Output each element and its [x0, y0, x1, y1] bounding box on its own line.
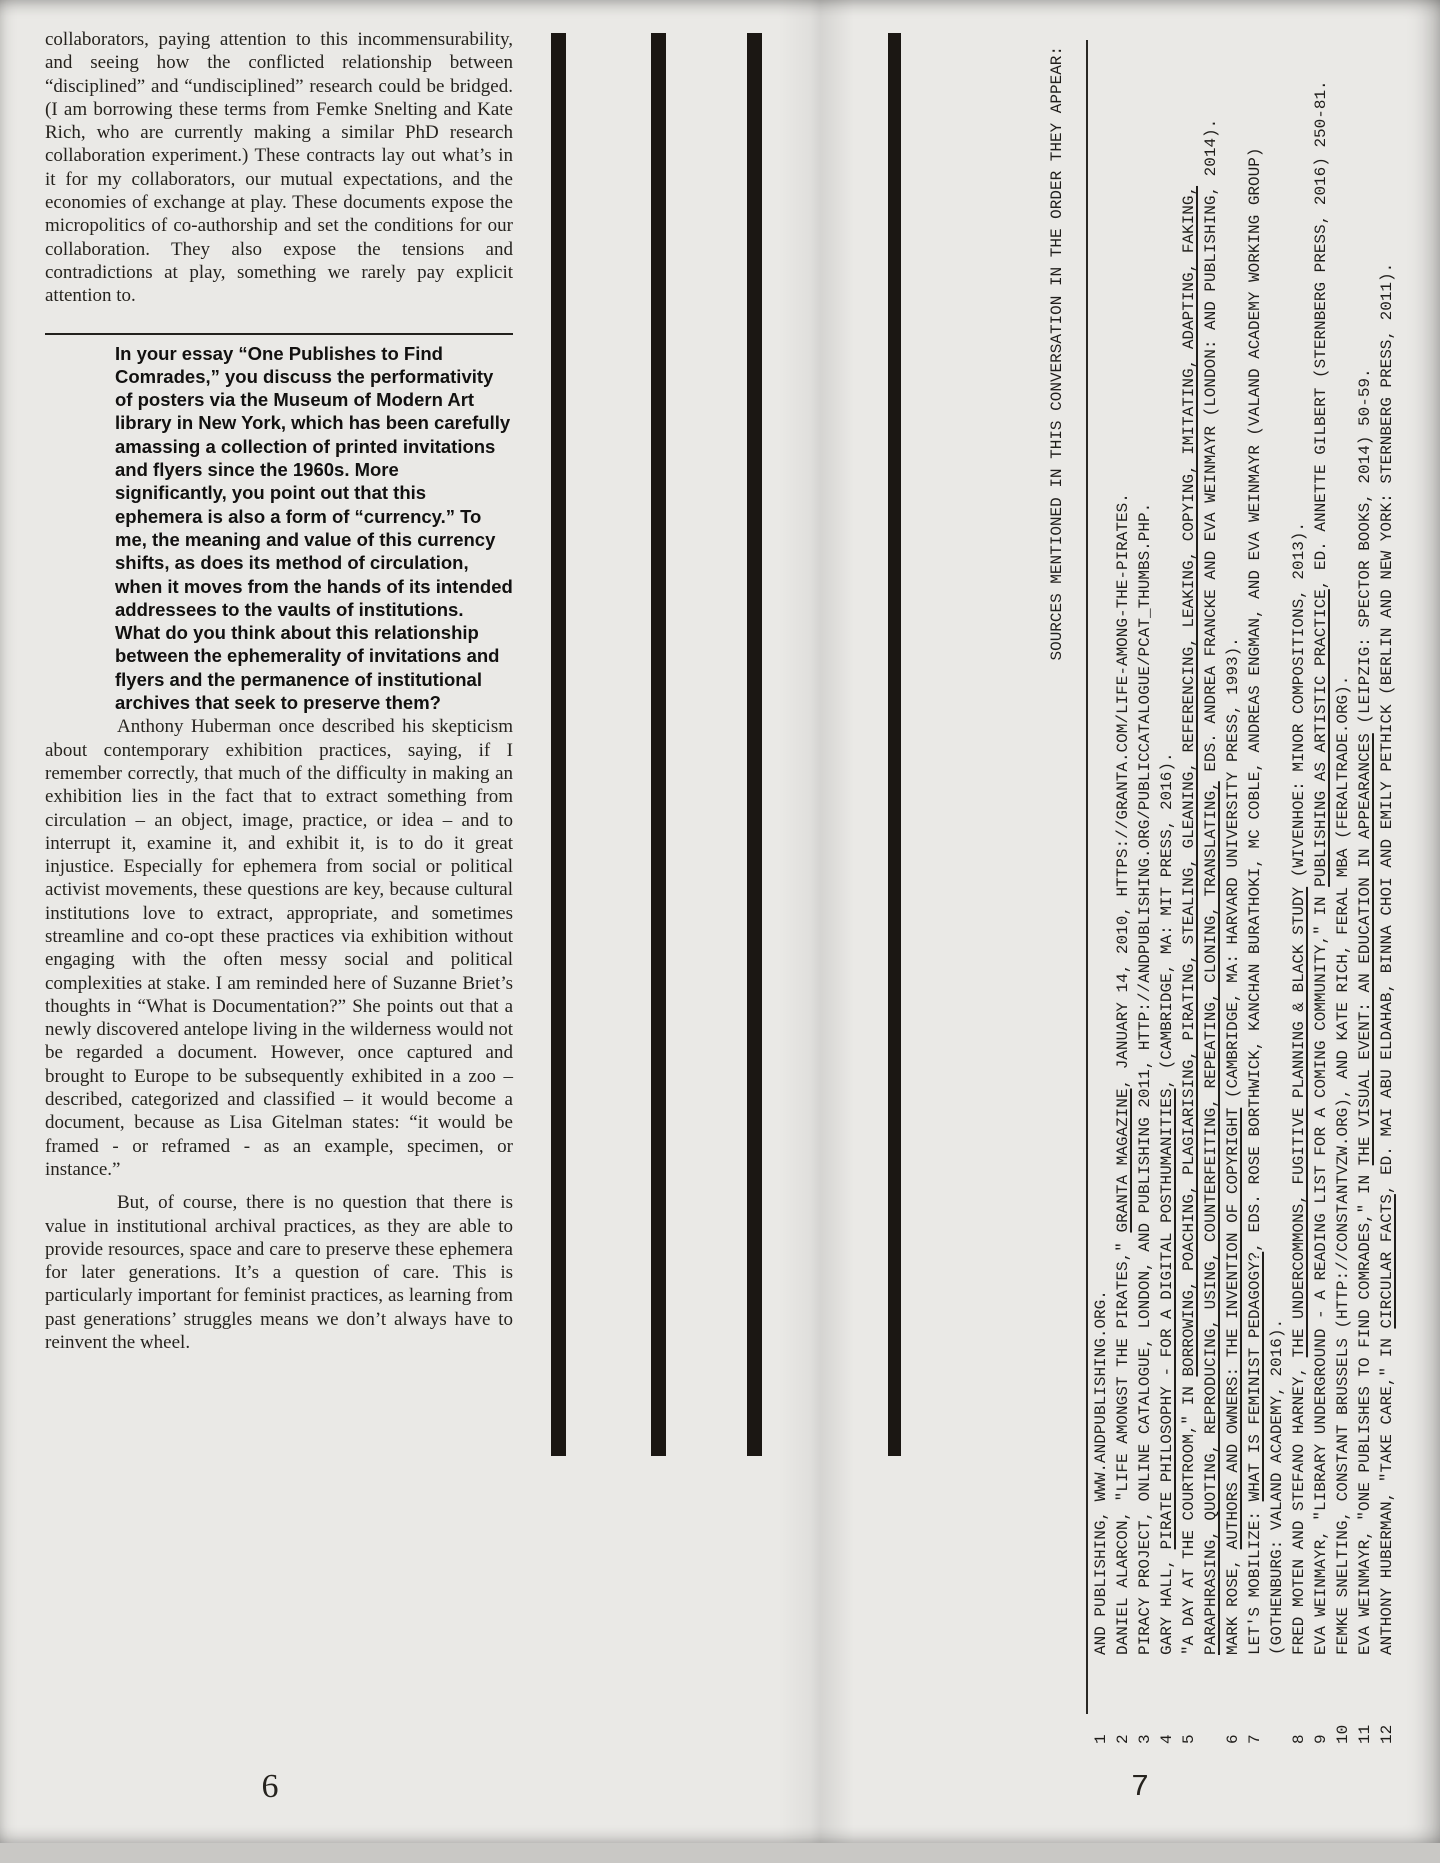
source-entry-number: 4	[1158, 1734, 1176, 1744]
left-page-text-column	[45, 28, 513, 1354]
divider-bar-1	[551, 33, 566, 1456]
body-paragraph-2: Anthony Huberman once described his skepticism about contemporary exhibition practices, saying, if I remember correctly, that much of the difficulty in making an exhibition lies in the fact that to extract something from circulation – an object, image, practice, or idea – and to interrupt it, examine it, and exhibit it, is to do it great injustice. Especially for ephemera from social or political activist movements, these questions are key, because cultural institutions love to extract, appropriate, and sometimes streamline and co-opt these practices via exhibition without engaging with the often messy social and political complexities at stake. I am reminded here of Suzanne Briet’s thoughts in “What is Documentation?” She points out that a newly discovered antelope living in the wilderness would not be regarded a document. However, once captured and brought to Europe to be subsequently exhibited in a zoo – described, categorized and classified – it would become a document, because as Lisa Gitelman states: “it would be framed - or reframed - as an example, specimen, or instance.”	[45, 716, 513, 1180]
source-entry-line	[1224, 40, 1246, 1750]
source-entry-text: PIRACY PROJECT, ONLINE CATALOGUE, LONDON, AND PUBLISHING 2011, HTTP://ANDPUBLISHING.ORG/PUBLICCATALOGUE/PCAT_THUMBS.PHP.	[1136, 502, 1154, 1655]
source-entry-text: EVA WEINMAYR, "LIBRARY UNDERGROUND - A READING LIST FOR A COMING COMMUNITY," IN PUBLISHING AS ARTISTIC PRACTICE, ED. ANNETTE GILBERT (STERNBERG PRESS, 2016) 250-81.	[1312, 80, 1330, 1655]
source-entry-line	[1378, 40, 1400, 1750]
source-entry-number: 2	[1114, 1734, 1132, 1744]
divider-bar-4	[888, 33, 901, 1456]
source-entry-line	[1158, 40, 1180, 1750]
source-entry-text: "A DAY AT THE COURTROOM," IN BORROWING, POACHING, PLAGIARISING, PIRATING, STEALING, GLEANING, REFERENCING, LEAKING, COPYING, IMITATING, ADAPTING, FAKING,	[1180, 185, 1198, 1655]
source-entry-number: 9	[1312, 1734, 1330, 1744]
body-paragraph-3: But, of course, there is no question that there is value in institutional archival practices, as they are able to provide resources, space and care to preserve these ephemera for later generations. It’s a question of care. This is particularly important for feminist practices, as learning from past generations’ struggles means we don’t always have to reinvent the wheel.	[45, 1192, 513, 1354]
source-entry-number: 10	[1334, 1724, 1352, 1744]
page-number-left: 6	[261, 1768, 279, 1805]
source-entry-line	[1268, 40, 1290, 1750]
source-entry-text: PARAPHRASING, QUOTING, REPRODUCING, USING, COUNTERFEITING, REPEATING, CLONING, TRANSLATING, EDS. ANDREA FRANCKE AND EVA WEINMAYR (LONDON: AND PUBLISHING, 2014).	[1202, 118, 1220, 1655]
source-entry-number: 6	[1224, 1734, 1242, 1744]
sources-sidebar-rotated	[1045, 40, 1440, 1750]
source-entry-line	[1092, 40, 1114, 1750]
source-entry-text: EVA WEINMAYR, "ONE PUBLISHES TO FIND COMRADES," IN THE VISUAL EVENT: AN EDUCATION IN APPEARANCES (LEIPZIG: SPECTOR BOOKS, 2014) 50-59.	[1356, 368, 1374, 1655]
source-entry-line	[1202, 40, 1224, 1750]
sources-list	[1092, 40, 1400, 1750]
divider-bar-2	[651, 33, 666, 1456]
question-divider-rule	[45, 333, 513, 335]
interview-question: In your essay “One Publishes to Find Comrades,” you discuss the performativity of posters via the Museum of Modern Art library in New York, which has been carefully amassing a collection of printed invitations and flyers since the 1960s. More significantly, you point out that this ephemera is also a form of “currency.” To me, the meaning and value of this currency shifts, as does its method of circulation, when it moves from the hands of its intended addressees to the vaults of institutions. What do you think about this relationship between the ephemerality of invitations and flyers and the permanence of institutional archives that seek to preserve them?	[115, 342, 513, 714]
source-entry-line	[1114, 40, 1136, 1750]
source-entry-line	[1290, 40, 1312, 1750]
page-fold-shadow	[778, 0, 854, 1843]
page-number-right: 7	[1130, 1770, 1150, 1805]
source-entry-line	[1246, 40, 1268, 1750]
source-entry-number: 3	[1136, 1734, 1154, 1744]
source-entry-text: FEMKE SNELTING, CONSTANT BRUSSELS (HTTP://CONSTANTVZW.ORG), AND KATE RICH, FERAL MBA (FERALTRADE.ORG).	[1334, 675, 1352, 1655]
body-paragraph-1: collaborators, paying attention to this incommensurability, and seeing how the conflicted relationship between “disciplined” and “undisciplined” research could be bridged. (I am borrowing these terms from Femke Snelting and Kate Rich, who are currently making a similar PhD research collaboration experiment.) These contracts lay out what’s in it for my collaborators, our mutual expectations, and the economies of exchange at play. These documents expose the micropolitics of co-authorship and set the conditions for our collaboration. They also expose the tensions and contradictions at play, something we rarely pay explicit attention to.	[45, 29, 513, 307]
source-entry-number: 1	[1092, 1734, 1110, 1744]
source-entry-line	[1356, 40, 1378, 1750]
source-entry-text: AND PUBLISHING, WWW.ANDPUBLISHING.ORG.	[1092, 1290, 1110, 1655]
source-entry-number: 8	[1290, 1734, 1308, 1744]
source-entry-text: LET'S MOBILIZE: WHAT IS FEMINIST PEDAGOGY?, EDS. ROSE BORTHWICK, KANCHAN BURATHOKI, MC COBLE, ANDREAS ENGMAN, AND EVA WEINMAYR (VALAND ACADEMY WORKING GROUP)	[1246, 147, 1264, 1655]
source-entry-line	[1312, 40, 1334, 1750]
source-entry-number: 12	[1378, 1724, 1396, 1744]
source-entry-text: FRED MOTEN AND STEFANO HARNEY, THE UNDERCOMMONS, FUGITIVE PLANNING & BLACK STUDY (WIVENHOE: MINOR COMPOSITIONS, 2013).	[1290, 522, 1308, 1655]
source-entry-line	[1334, 40, 1356, 1750]
source-entry-text: MARK ROSE, AUTHORS AND OWNERS: THE INVENTION OF COPYRIGHT (CAMBRIDGE, MA: HARVARD UNIVERSITY PRESS, 1993).	[1224, 637, 1242, 1655]
sources-header: SOURCES MENTIONED IN THIS CONVERSATION IN THE ORDER THEY APPEAR:	[1048, 46, 1066, 661]
source-entry-text: DANIEL ALARCON, "LIFE AMONGST THE PIRATES," GRANTA MAGAZINE, JANUARY 14, 2010, HTTPS://GRANTA.COM/LIFE-AMONG-THE-PIRATES.	[1114, 493, 1132, 1655]
source-entry-number: 7	[1246, 1734, 1264, 1744]
sources-header-rule	[1086, 40, 1088, 1714]
source-entry-number: 5	[1180, 1734, 1198, 1744]
source-entry-text: GARY HALL, PIRATE PHILOSOPHY - FOR A DIGITAL POSTHUMANITIES, (CAMBRIDGE, MA: MIT PRESS, 2016).	[1158, 752, 1176, 1655]
source-entry-text: ANTHONY HUBERMAN, "TAKE CARE," IN CIRCULAR FACTS, ED. MAI ABU ELDAHAB, BINNA CHOI AND EMILY PETHICK (BERLIN AND NEW YORK: STERNBERG PRESS, 2011).	[1378, 262, 1396, 1655]
source-entry-line	[1180, 40, 1202, 1750]
source-entry-text: (GOTHENBURG: VALAND ACADEMY, 2016).	[1268, 1318, 1286, 1655]
source-entry-line	[1136, 40, 1158, 1750]
source-entry-number: 11	[1356, 1724, 1374, 1744]
divider-bar-3	[747, 33, 762, 1456]
scan-background-strip	[0, 1843, 1440, 1863]
